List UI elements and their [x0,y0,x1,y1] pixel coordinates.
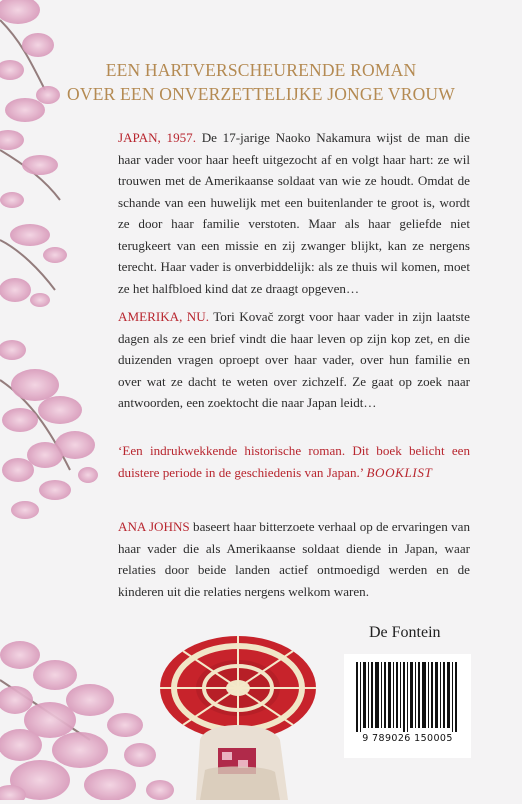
paragraph-author-lead: ANA JOHNS [118,519,190,534]
review-quote [118,440,470,483]
tagline [0,58,522,106]
isbn-digits: 9 789026 150005 [362,733,453,744]
paragraph-amerika-text: Tori Kovač zorgt voor haar vader in zijn laatste dagen als ze een brief vindt die haar leven op zijn kop zet, en die duizenden vragen oproept over haar vader, over hun familie en over wat ze dacht te weten over zichzelf. Ze gaat op zoek naar antwoorden, een zoektocht die naar Japan leidt… [118,309,470,410]
paragraph-japan [118,127,470,299]
red-parasol-illustration [160,636,316,800]
paragraph-author [118,516,470,602]
tagline-line-1: EEN HARTVERSCHEURENDE ROMAN [105,60,417,80]
review-quote-source: BOOKLIST [366,464,433,480]
review-quote-text: ‘Een indrukwekkende historische roman. Dit boek belicht een duistere periode in de geschiedenis van Japan.’ [118,443,470,480]
paragraph-japan-lead: JAPAN, 1957. [118,130,196,145]
publisher-name: De Fontein [369,624,441,641]
paragraph-amerika-lead: AMERIKA, NU. [118,309,209,324]
tagline-line-2: OVER EEN ONVERZETTELIJKE JONGE VROUW [67,84,455,104]
isbn-barcode [344,654,471,758]
paragraph-amerika [118,306,470,414]
paragraph-author-text: baseert haar bitterzoete verhaal op de ervaringen van haar vader die als Amerikaanse soldaat diende in Japan, waar relaties door beide landen actief ontmoedigd werden en de kinderen uit die relaties nergens welkom waren. [118,519,470,599]
barcode-bars [344,654,471,734]
blossom-clusters-bottom [0,641,174,800]
paragraph-japan-text: De 17-jarige Naoko Nakamura wijst de man die haar vader voor haar heeft uitgezocht af en volgt haar hart: ze wil trouwen met de Amerikaanse soldaat van wie ze houdt. Omdat de schande van een huwelijk met een buitenlander te groot is, wordt ze door haar familie verstoten. Maar als haar geliefde niet terugkeert van een missie en zij zwanger blijkt, kan ze nergens terecht. Haar vader is onverbiddelijk: als ze thuis wil komen, moet ze het halfbloed kind dat ze draagt opgeven… [118,130,470,296]
